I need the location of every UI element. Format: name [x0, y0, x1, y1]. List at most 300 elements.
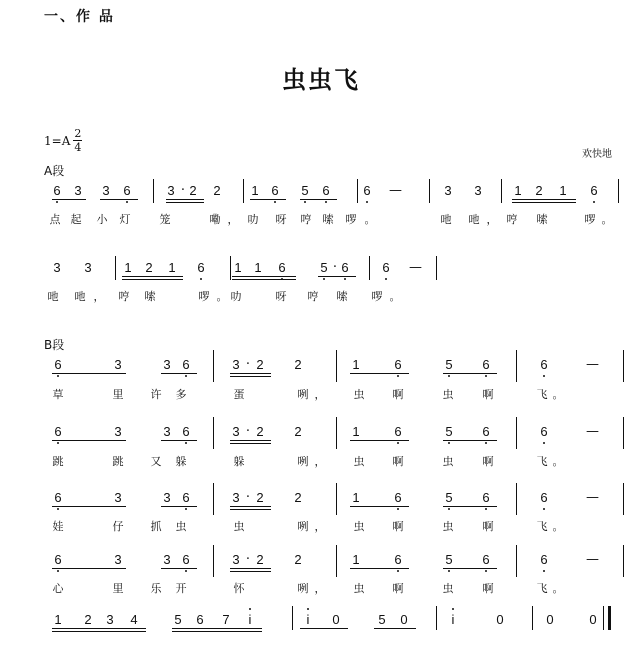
bar-line: [618, 179, 619, 203]
lyric-char: 怀: [233, 582, 245, 595]
note: 0: [400, 612, 408, 627]
beam-underline: [300, 199, 337, 200]
bar-line: [623, 545, 624, 577]
note: 2: [256, 490, 264, 505]
lyric-char: 跳: [112, 455, 124, 468]
beam-underline: [512, 202, 576, 203]
note: 3: [74, 183, 82, 198]
lyric-char: 咧: [297, 388, 309, 401]
section-a-label: A段: [44, 164, 65, 178]
octave-dot-below: [397, 508, 399, 510]
lyric-char: 哼: [118, 290, 130, 303]
octave-dot-below: [323, 278, 325, 280]
octave-dot-below: [185, 442, 187, 444]
beam-underline: [161, 440, 197, 441]
dot-rhythm: ·: [245, 424, 251, 439]
note: 3: [114, 357, 122, 372]
beam-underline: [52, 199, 86, 200]
note: 5: [299, 183, 311, 198]
note: 3: [114, 552, 122, 567]
lyric-char: 躲: [175, 455, 187, 468]
beam-underline: [161, 373, 197, 374]
note: 5: [318, 260, 330, 275]
note: 5: [174, 612, 182, 627]
note: 1: [352, 424, 360, 439]
lyric-char: 啰: [371, 290, 383, 303]
note: 3: [163, 490, 171, 505]
note: 3: [114, 490, 122, 505]
beam-underline: [52, 628, 146, 629]
note: 6: [320, 183, 332, 198]
lyric-char: 啊: [482, 582, 494, 595]
bar-line: [369, 256, 370, 280]
bar-line: [243, 179, 244, 203]
lyric-char: ，: [314, 582, 326, 595]
beam-underline: [230, 568, 271, 569]
lyric-char: 哼: [300, 213, 312, 226]
beam-underline: [230, 440, 271, 441]
lyric-char: 吔: [440, 213, 452, 226]
lyric-char: 嗦: [144, 290, 156, 303]
note: 1: [234, 260, 242, 275]
note: 6: [180, 424, 192, 439]
note: 3: [53, 260, 61, 275]
lyric-char: ，: [227, 213, 239, 226]
beam-underline: [122, 276, 183, 277]
beam-underline: [232, 279, 296, 280]
note: 0: [546, 612, 554, 627]
note: 2: [256, 552, 264, 567]
bar-line: [436, 606, 437, 630]
lyric-char: 飞: [536, 520, 548, 533]
lyric-char: 。: [552, 520, 564, 533]
key-label: 1=A: [44, 133, 71, 148]
note: 6: [339, 260, 351, 275]
beam-underline: [374, 628, 416, 629]
bar-line: [623, 483, 624, 515]
note: 3: [114, 424, 122, 439]
octave-dot-below: [485, 508, 487, 510]
note: 6: [180, 357, 192, 372]
note: i: [447, 612, 459, 627]
octave-dot-below: [57, 508, 59, 510]
beam-underline: [166, 199, 204, 200]
lyric-char: 虫: [353, 582, 365, 595]
note: 5: [443, 357, 455, 372]
note: 5: [378, 612, 386, 627]
note: 6: [195, 260, 207, 275]
note: i: [302, 612, 314, 627]
dot-rhythm: ·: [180, 183, 186, 198]
lyric-char: ，: [314, 455, 326, 468]
lyric-char: 又: [150, 455, 162, 468]
note: 6: [196, 612, 204, 627]
dot-rhythm: ·: [245, 490, 251, 505]
note: 1: [352, 357, 360, 372]
note: 3: [163, 424, 171, 439]
lyric-char: 啊: [392, 455, 404, 468]
bar-line: [516, 545, 517, 577]
beam-underline: [300, 628, 348, 629]
note: 1: [352, 490, 360, 505]
lyric-char: 啰: [198, 290, 210, 303]
beam-underline: [512, 199, 576, 200]
octave-dot-below: [200, 278, 202, 280]
note: 6: [538, 552, 550, 567]
dash-extension: —: [586, 357, 599, 372]
note: 6: [52, 424, 64, 439]
beam-underline: [52, 568, 126, 569]
note: 6: [380, 260, 392, 275]
beam-underline: [52, 373, 126, 374]
lyric-char: 蛋: [233, 388, 245, 401]
lyric-char: ，: [486, 213, 498, 226]
octave-dot-below: [543, 375, 545, 377]
octave-dot-below: [185, 508, 187, 510]
lyric-char: 飞: [536, 455, 548, 468]
bar-line: [336, 350, 337, 382]
beam-underline: [230, 571, 271, 572]
lyric-char: 虫: [442, 388, 454, 401]
lyric-char: 里: [112, 582, 124, 595]
bar-line: [336, 483, 337, 515]
note: 6: [480, 357, 492, 372]
lyric-char: 吔: [47, 290, 59, 303]
bar-line: [516, 483, 517, 515]
octave-dot-below: [448, 375, 450, 377]
beam-underline: [52, 506, 126, 507]
lyric-char: 叻: [247, 213, 259, 226]
octave-dot-below: [304, 201, 306, 203]
dot-rhythm: ·: [332, 260, 338, 275]
octave-dot-below: [56, 201, 58, 203]
note: 2: [145, 260, 153, 275]
lyric-char: 飞: [536, 582, 548, 595]
section-b-label: B段: [44, 338, 65, 352]
lyric-char: 。: [552, 582, 564, 595]
note: 3: [232, 490, 240, 505]
lyric-char: 哼: [506, 213, 518, 226]
lyric-char: 飞: [536, 388, 548, 401]
bar-line: [336, 417, 337, 449]
bar-line: [213, 350, 214, 382]
note: 6: [52, 552, 64, 567]
key-signature: [44, 128, 82, 153]
bar-line: [623, 350, 624, 382]
note: 3: [444, 183, 452, 198]
bar-line: [429, 179, 430, 203]
bar-line: [516, 350, 517, 382]
lyric-char: ，: [93, 290, 105, 303]
note: 1: [254, 260, 262, 275]
octave-dot-below: [397, 570, 399, 572]
beam-underline: [161, 568, 197, 569]
lyric-char: ，: [314, 520, 326, 533]
note: 1: [168, 260, 176, 275]
lyric-char: 虫: [442, 520, 454, 533]
note: 2: [535, 183, 543, 198]
lyric-char: 许: [150, 388, 162, 401]
note: 6: [480, 424, 492, 439]
note: 6: [361, 183, 373, 198]
bar-line: [336, 545, 337, 577]
note: 6: [538, 424, 550, 439]
lyric-char: 。: [552, 388, 564, 401]
octave-dot-below: [385, 278, 387, 280]
lyric-char: 吔: [468, 213, 480, 226]
beam-underline: [318, 276, 356, 277]
note: 6: [480, 552, 492, 567]
section-heading: 一、作 品: [44, 9, 115, 25]
beam-underline: [52, 631, 146, 632]
dot-rhythm: ·: [245, 552, 251, 567]
beam-underline: [443, 440, 497, 441]
lyric-char: 里: [112, 388, 124, 401]
lyric-char: 娃: [52, 520, 64, 533]
note: 2: [189, 183, 197, 198]
note: 5: [443, 552, 455, 567]
octave-dot-below: [185, 570, 187, 572]
note: 6: [392, 552, 404, 567]
note: 6: [269, 183, 281, 198]
beam-underline: [443, 373, 497, 374]
bar-line: [516, 417, 517, 449]
note: 2: [294, 552, 302, 567]
lyric-char: ，: [314, 388, 326, 401]
octave-dot-below: [397, 442, 399, 444]
lyric-char: 嗦: [336, 290, 348, 303]
dash-extension: —: [389, 183, 402, 198]
beam-underline: [52, 440, 126, 441]
lyric-char: 呀: [275, 213, 287, 226]
note: 1: [251, 183, 259, 198]
octave-dot-below: [344, 278, 346, 280]
note: 2: [84, 612, 92, 627]
beam-underline: [230, 443, 271, 444]
note: 3: [163, 357, 171, 372]
note: 6: [121, 183, 133, 198]
note: 1: [352, 552, 360, 567]
bar-line: [115, 256, 116, 280]
lyric-char: 咧: [297, 582, 309, 595]
octave-dot-below: [185, 375, 187, 377]
lyric-char: 啊: [392, 520, 404, 533]
note: 6: [180, 552, 192, 567]
final-bar-thick: [608, 606, 611, 630]
dash-extension: —: [586, 424, 599, 439]
octave-dot-below: [593, 201, 595, 203]
lyric-char: 灯: [119, 213, 131, 226]
note: i: [244, 612, 256, 627]
beam-underline: [122, 279, 183, 280]
time-denominator: 4: [74, 141, 82, 154]
note: 6: [538, 490, 550, 505]
lyric-char: 。: [552, 455, 564, 468]
bar-line: [213, 417, 214, 449]
note: 3: [232, 357, 240, 372]
octave-dot-below: [485, 375, 487, 377]
note: 6: [392, 490, 404, 505]
lyric-char: 开: [175, 582, 187, 595]
lyric-char: 啊: [392, 582, 404, 595]
beam-underline: [230, 509, 271, 510]
lyric-char: 啰: [345, 213, 357, 226]
octave-dot-below: [543, 570, 545, 572]
note: 2: [294, 424, 302, 439]
note: 6: [52, 357, 64, 372]
octave-dot-below: [57, 442, 59, 444]
bar-line: [436, 256, 437, 280]
lyric-char: 啊: [392, 388, 404, 401]
lyric-char: 虫: [353, 388, 365, 401]
bar-line: [213, 545, 214, 577]
octave-dot-above: [452, 608, 454, 610]
note: 3: [102, 183, 110, 198]
beam-underline: [350, 440, 409, 441]
dot-rhythm: ·: [245, 357, 251, 372]
lyric-char: 虫: [353, 520, 365, 533]
note: 0: [332, 612, 340, 627]
octave-dot-above: [249, 608, 251, 610]
octave-dot-below: [397, 375, 399, 377]
note: 7: [222, 612, 230, 627]
octave-dot-below: [543, 508, 545, 510]
dash-extension: —: [586, 552, 599, 567]
note: 6: [538, 357, 550, 372]
beam-underline: [230, 373, 271, 374]
note: 3: [163, 552, 171, 567]
lyric-char: 点: [49, 213, 61, 226]
lyric-char: 。: [216, 290, 228, 303]
beam-underline: [230, 376, 271, 377]
lyric-char: 草: [52, 388, 64, 401]
beam-underline: [350, 373, 409, 374]
note: 3: [84, 260, 92, 275]
song-title: 虫虫飞: [282, 66, 360, 94]
lyric-char: 虫: [353, 455, 365, 468]
lyric-char: 抓: [150, 520, 162, 533]
octave-dot-above: [307, 608, 309, 610]
beam-underline: [172, 628, 262, 629]
lyric-char: 。: [601, 213, 613, 226]
lyric-char: 虫: [442, 582, 454, 595]
beam-underline: [100, 199, 138, 200]
note: 3: [232, 424, 240, 439]
note: 2: [294, 490, 302, 505]
note: 5: [443, 424, 455, 439]
dash-extension: —: [409, 260, 422, 275]
note: 0: [589, 612, 597, 627]
octave-dot-below: [325, 201, 327, 203]
note: 0: [496, 612, 504, 627]
octave-dot-below: [485, 570, 487, 572]
beam-underline: [443, 568, 497, 569]
note: 2: [213, 183, 221, 198]
octave-dot-below: [126, 201, 128, 203]
note: 3: [474, 183, 482, 198]
octave-dot-below: [448, 570, 450, 572]
lyric-char: 仔: [112, 520, 124, 533]
lyric-char: 笼: [159, 213, 171, 226]
bar-line: [213, 483, 214, 515]
note: 5: [443, 490, 455, 505]
dash-extension: —: [586, 490, 599, 505]
lyric-char: 虫: [233, 520, 245, 533]
lyric-char: 跳: [52, 455, 64, 468]
note: 1: [559, 183, 567, 198]
octave-dot-below: [448, 442, 450, 444]
beam-underline: [172, 631, 262, 632]
lyric-char: 多: [175, 388, 187, 401]
lyric-char: 心: [52, 582, 64, 595]
beam-underline: [350, 506, 409, 507]
lyric-char: 嗦: [536, 213, 548, 226]
lyric-char: 。: [389, 290, 401, 303]
beam-underline: [166, 202, 204, 203]
octave-dot-below: [543, 442, 545, 444]
lyric-char: 起: [70, 213, 82, 226]
bar-line: [292, 606, 293, 630]
time-signature: [73, 128, 82, 153]
note: 1: [514, 183, 522, 198]
note: 2: [294, 357, 302, 372]
lyric-char: 虫: [175, 520, 187, 533]
bar-line: [532, 606, 533, 630]
lyric-char: 啰: [584, 213, 596, 226]
beam-underline: [161, 506, 197, 507]
lyric-char: 。: [364, 213, 376, 226]
note: 2: [256, 357, 264, 372]
note: 3: [106, 612, 114, 627]
octave-dot-below: [366, 201, 368, 203]
note: 6: [276, 260, 288, 275]
lyric-char: 呀: [275, 290, 287, 303]
beam-underline: [230, 506, 271, 507]
lyric-char: 咧: [297, 455, 309, 468]
note: 6: [52, 490, 64, 505]
bar-line: [501, 179, 502, 203]
beam-underline: [350, 568, 409, 569]
octave-dot-below: [448, 508, 450, 510]
octave-dot-below: [274, 201, 276, 203]
bar-line: [153, 179, 154, 203]
note: 6: [392, 424, 404, 439]
lyric-char: 乐: [150, 582, 162, 595]
bar-line: [230, 256, 231, 280]
lyric-char: 小: [96, 213, 108, 226]
note: 2: [256, 424, 264, 439]
beam-underline: [232, 276, 296, 277]
tempo-marking: 欢快地: [582, 149, 612, 160]
time-numerator: 2: [74, 127, 82, 140]
lyric-char: 虫: [442, 455, 454, 468]
lyric-char: 嘞: [209, 213, 221, 226]
note: 6: [480, 490, 492, 505]
note: 6: [51, 183, 63, 198]
octave-dot-below: [485, 442, 487, 444]
lyric-char: 吔: [74, 290, 86, 303]
lyric-char: 叻: [230, 290, 242, 303]
note: 4: [130, 612, 138, 627]
octave-dot-below: [57, 570, 59, 572]
lyric-char: 咧: [297, 520, 309, 533]
note: 1: [54, 612, 62, 627]
note: 6: [180, 490, 192, 505]
bar-line: [623, 417, 624, 449]
beam-underline: [250, 199, 286, 200]
lyric-char: 嗦: [322, 213, 334, 226]
note: 1: [124, 260, 132, 275]
